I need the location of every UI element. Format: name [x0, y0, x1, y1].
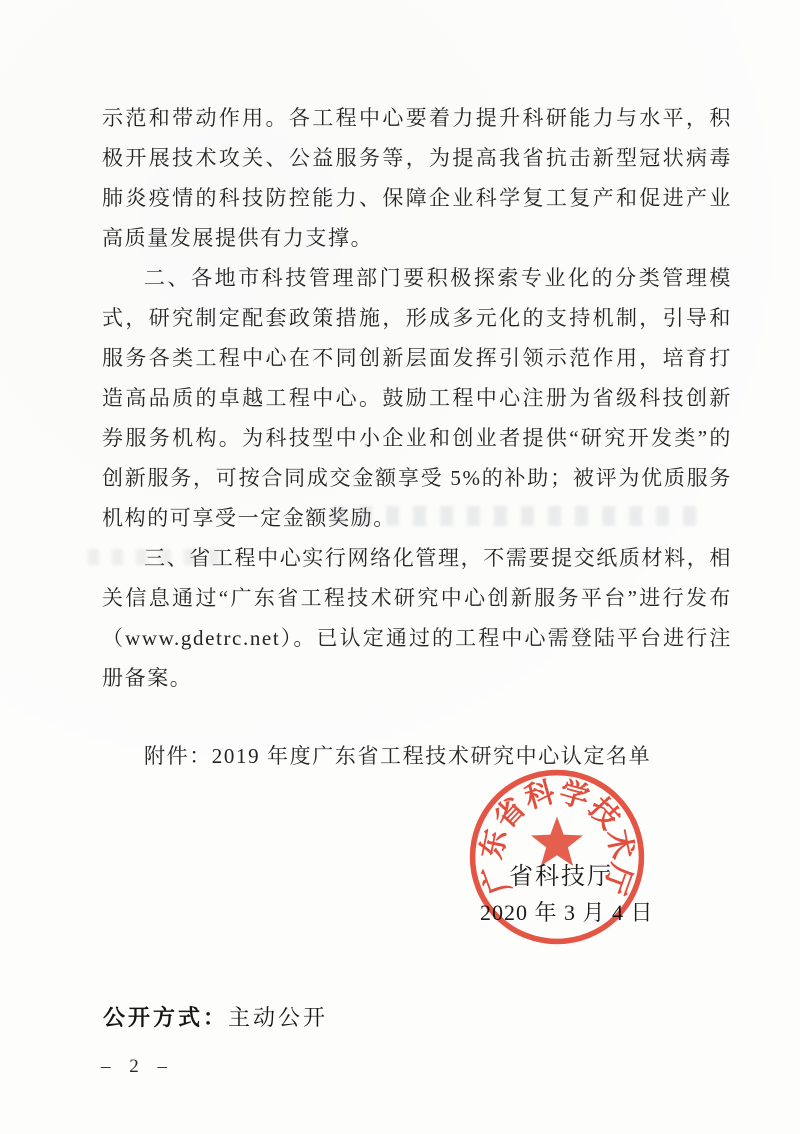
document-paragraph: 示范和带动作用。各工程中心要着力提升科研能力与水平，积极开展技术攻关、公益服务等，为提高我省抗击新型冠状病毒肺炎疫情的科技防控能力、保障企业科学复工复产和促进产业高质量发展提供有力支撑。: [102, 106, 732, 250]
svg-text:技: 技: [581, 792, 626, 836]
document-body: [102, 98, 732, 776]
svg-text:科: 科: [521, 776, 559, 816]
svg-text:东: 东: [476, 826, 514, 862]
document-paragraph: 三、省工程中心实行网络化管理，不需要提交纸质材料，相关信息通过“广东省工程技术研究中心创新服务平台”进行发布（www.gdetrc.net）。已认定通过的工程中心需登陆平台进行注册备案。: [102, 546, 732, 690]
svg-text:广: 广: [477, 859, 518, 899]
attachment-line: 附件：2019 年度广东省工程技术研究中心认定名单: [144, 744, 652, 768]
svg-text:厅: 厅: [596, 859, 637, 899]
seal-star-icon: [531, 817, 583, 866]
official-seal: [468, 768, 646, 946]
signature-date: 2020 年 3 月 4 日: [480, 900, 654, 925]
document-paragraph: 二、各地市科技管理部门要积极探索专业化的分类管理模式，研究制定配套政策措施，形成多元化的支持机制，引导和服务各类工程中心在不同创新层面发挥引领示范作用，培育打造高品质的卓越工程中心。鼓励工程中心注册为省级科技创新券服务机构。为科技型中小企业和创业者提供“研究开发类”的创新服务，可按合同成交金额享受 5%的补助；被评为优质服务机构的可享受一定金额奖励。: [102, 266, 732, 530]
signer-name: 省科技厅: [509, 864, 613, 890]
page-number: – 2 –: [101, 1056, 174, 1077]
svg-text:术: 术: [600, 826, 638, 862]
disclosure-label: 公开方式：: [103, 1005, 229, 1030]
svg-text:省: 省: [488, 792, 533, 836]
disclosure-line: [103, 1001, 328, 1032]
document-paragraphs: [102, 98, 732, 698]
svg-text:学: 学: [555, 776, 593, 816]
disclosure-value: 主动公开: [228, 1005, 329, 1030]
